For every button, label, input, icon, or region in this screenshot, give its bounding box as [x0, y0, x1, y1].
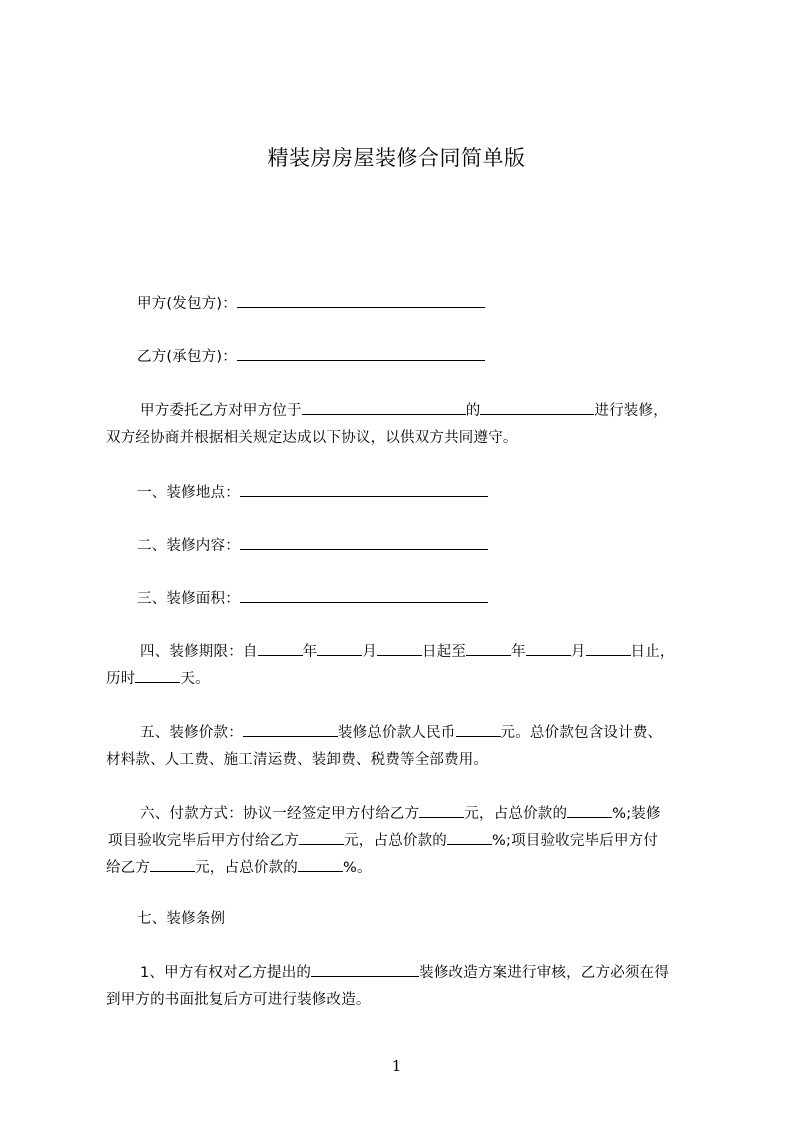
clause-1-text-1: 1、甲方有权对乙方提出的	[140, 965, 312, 981]
section-4-line-1	[140, 640, 675, 661]
section-1-label: 一、装修地点：	[137, 485, 240, 501]
yuan-share-text: 元，占总价款的	[344, 833, 448, 849]
clause-1-line-1	[140, 961, 669, 982]
section-2-line	[137, 534, 488, 555]
end-day-blank[interactable]	[586, 641, 631, 656]
days-text: 天。	[180, 671, 210, 687]
section-6-text-2c: %;项目验收完毕后甲方付	[492, 833, 659, 849]
party-a-blank[interactable]	[237, 293, 485, 308]
end-month-blank[interactable]	[526, 641, 571, 656]
yuan-share-text: 元，占总价款的	[464, 806, 568, 822]
section-4-label: 四、装修期限：自	[140, 644, 258, 660]
total-price-blank[interactable]	[456, 722, 501, 737]
day-from-text: 日起至	[422, 644, 467, 660]
renovation-plan-blank[interactable]	[311, 962, 419, 977]
year-text: 年	[511, 644, 526, 660]
day-end-text: 日止，	[630, 644, 675, 660]
location-blank[interactable]	[302, 400, 466, 415]
section-5-line-1	[140, 721, 662, 742]
year-text: 年	[302, 644, 318, 660]
section-2-label: 二、装修内容：	[137, 538, 240, 554]
section-6-text-2: 项目验收完毕后甲方付给乙方	[108, 833, 300, 849]
property-blank[interactable]	[480, 400, 594, 415]
yuan-share-text: 元，占总价款的	[195, 860, 299, 876]
section-6-line-2	[108, 829, 658, 850]
party-a-line	[137, 292, 485, 313]
end-year-blank[interactable]	[466, 641, 511, 656]
second-percent-blank[interactable]	[447, 830, 492, 845]
month-text: 月	[362, 644, 378, 660]
party-b-label: 乙方(承包方)：	[137, 349, 237, 365]
duration-label: 历时	[106, 671, 136, 687]
start-year-blank[interactable]	[258, 641, 303, 656]
intro-text-1: 甲方委托乙方对甲方位于	[140, 403, 302, 419]
section-3-line	[137, 587, 488, 608]
intro-line-1	[140, 399, 668, 420]
party-a-label: 甲方(发包方)：	[137, 296, 237, 312]
start-month-blank[interactable]	[317, 641, 362, 656]
intro-text-2: 的	[465, 403, 481, 419]
section-1-blank[interactable]	[240, 482, 488, 497]
third-payment-blank[interactable]	[150, 857, 195, 872]
section-6-text-3c: %。	[343, 860, 372, 876]
duration-days-blank[interactable]	[135, 668, 180, 683]
section-4-line-2	[106, 667, 210, 688]
price-item-blank[interactable]	[243, 722, 338, 737]
first-percent-blank[interactable]	[567, 803, 612, 818]
section-6-text-1c: %;装修	[612, 806, 661, 822]
party-b-line	[137, 345, 485, 366]
third-percent-blank[interactable]	[298, 857, 343, 872]
section-1-line	[137, 481, 488, 502]
section-6-line-1	[140, 802, 661, 823]
section-3-label: 三、装修面积：	[137, 591, 240, 607]
section-7-title: 七、装修条例	[137, 911, 226, 927]
party-b-blank[interactable]	[237, 346, 485, 361]
clause-1-text-2: 装修改造方案进行审核，乙方必须在得	[419, 965, 670, 981]
second-payment-blank[interactable]	[299, 830, 344, 845]
month-text: 月	[570, 644, 586, 660]
section-6-text-1: 六、付款方式：协议一经签定甲方付给乙方	[140, 806, 420, 822]
section-6-text-3: 给乙方	[106, 860, 151, 876]
page-number: 1	[391, 1057, 402, 1075]
section-5-text-2: 装修总价款人民币	[337, 725, 456, 741]
first-payment-blank[interactable]	[419, 803, 464, 818]
start-day-blank[interactable]	[377, 641, 422, 656]
section-5-line-2: 材料款、人工费、施工清运费、装卸费、税费等全部费用。	[106, 752, 489, 768]
section-5-text-3: 元。总价款包含设计费、	[500, 725, 663, 741]
document-title: 精装房房屋装修合同简单版	[267, 146, 526, 170]
section-5-label: 五、装修价款：	[140, 725, 243, 741]
section-2-blank[interactable]	[240, 535, 488, 550]
clause-1-line-2: 到甲方的书面批复后方可进行装修改造。	[106, 992, 371, 1008]
section-6-line-3	[106, 856, 372, 877]
section-3-blank[interactable]	[240, 588, 488, 603]
intro-text-3: 进行装修，	[594, 403, 668, 419]
intro-line-2: 双方经协商并根据相关规定达成以下协议，以供双方共同遵守。	[106, 430, 518, 446]
